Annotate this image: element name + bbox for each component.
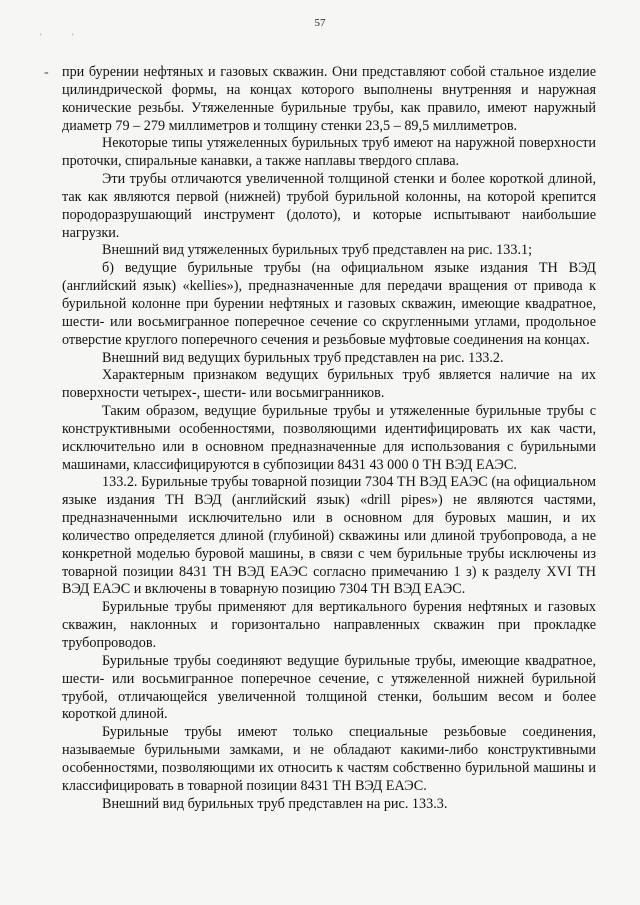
paragraph-section-133-2: 133.2. Бурильные трубы товарной позиции 7304 ТН ВЭД ЕАЭС (на официальном языке издания ТН ВЭД (английский язык) «drill pipes») не являются частями, предназначенными исключительно или в основном для буровых машин, и их количество определяется длиной (глубиной) скважины или длиной трубопровода, а не конкретной моделью буровой машины, в связи с чем бурильные трубы исключены из товарной позиции 8431 ТН ВЭД ЕАЭС согласно примечанию 1 з) к разделу XVI ТН ВЭД ЕАЭС и включены в товарную позицию 7304 ТН ВЭД ЕАЭС.	[62, 474, 596, 598]
paragraph-kelly-feature: Характерным признаком ведущих бурильных труб является наличие на их поверхности четырех-, шести- или восьмигранников.	[62, 367, 596, 402]
paragraph-figure-133-2-ref: Внешний вид ведущих бурильных труб представлен на рис. 133.2.	[102, 349, 504, 366]
paragraph-drill-pipe-usage: Бурильные трубы применяют для вертикального бурения нефтяных и газовых скважин, наклонных и горизонтально направленных скважин при прокладке трубопроводов.	[62, 599, 596, 651]
paragraph-surface-features: Некоторые типы утяжеленных бурильных труб имеют на наружной поверхности проточки, спиральные канавки, а также наплавы твердого сплава.	[62, 135, 596, 170]
body-text	[62, 64, 596, 813]
paragraph-figure-133-1-ref: Внешний вид утяжеленных бурильных труб представлен на рис. 133.1;	[102, 242, 533, 259]
paragraph-tool-joints: Бурильные трубы имеют только специальные резьбовые соединения, называемые бурильными замками, и не обладают какими-либо конструктивными особенностями, позволяющими их относить к частям собственно бурильной машины и классифицировать в товарной позиции 8431 ТН ВЭД ЕАЭС.	[62, 724, 596, 794]
page-number: 57	[314, 17, 326, 29]
margin-dash-mark: -	[44, 65, 49, 80]
paragraph-wall-thickness: Эти трубы отличаются увеличенной толщиной стенки и более короткой длиной, так как являются первой (нижней) трубой бурильной колонны, на которой крепится породоразрушающий инструмент (долото), и которые испытывают наибольшие нагрузки.	[62, 171, 596, 241]
paragraph-kellies: б) ведущие бурильные трубы (на официальном языке издания ТН ВЭД (английский язык) «kellies»), предназначенные для передачи вращения от привода к бурильной колонне при бурении нефтяных и газовых скважин, имеющие квадратное, шести- или восьмигранное поперечное сечение со скругленными углами, продольное отверстие круглого поперечного сечения и резьбовые муфтовые соединения на концах.	[62, 260, 596, 348]
scan-mark: '	[72, 32, 74, 42]
paragraph-figure-133-3-ref: Внешний вид бурильных труб представлен на рис. 133.3.	[102, 795, 448, 812]
scan-mark: '	[40, 32, 42, 42]
paragraph-drill-pipe-connection: Бурильные трубы соединяют ведущие бурильные трубы, имеющие квадратное, шести- или восьмигранное поперечное сечение, с утяжеленной нижней бурильной трубой, отличающейся увеличенной толщиной стенки, большим весом и более короткой длиной.	[62, 652, 596, 723]
paragraph-continuation: при бурении нефтяных и газовых скважин. Они представляют собой стальное изделие цилиндрической формы, на концах которого выполнены внутренняя и наружная конические резьбы. Утяжеленные бурильные трубы, как правило, имеют наружный диаметр 79 – 279 миллиметров и толщину стенки 23,5 – 89,5 миллиметров.	[62, 64, 596, 134]
paragraph-classification-8431: Таким образом, ведущие бурильные трубы и утяжеленные бурильные трубы с конструктивными особенностями, позволяющими идентифицировать их как части, исключительно или в основном предназначенные для использования с бурильными машинами, классифицируются в субпозиции 8431 43 000 0 ТН ВЭД ЕАЭС.	[62, 403, 596, 473]
